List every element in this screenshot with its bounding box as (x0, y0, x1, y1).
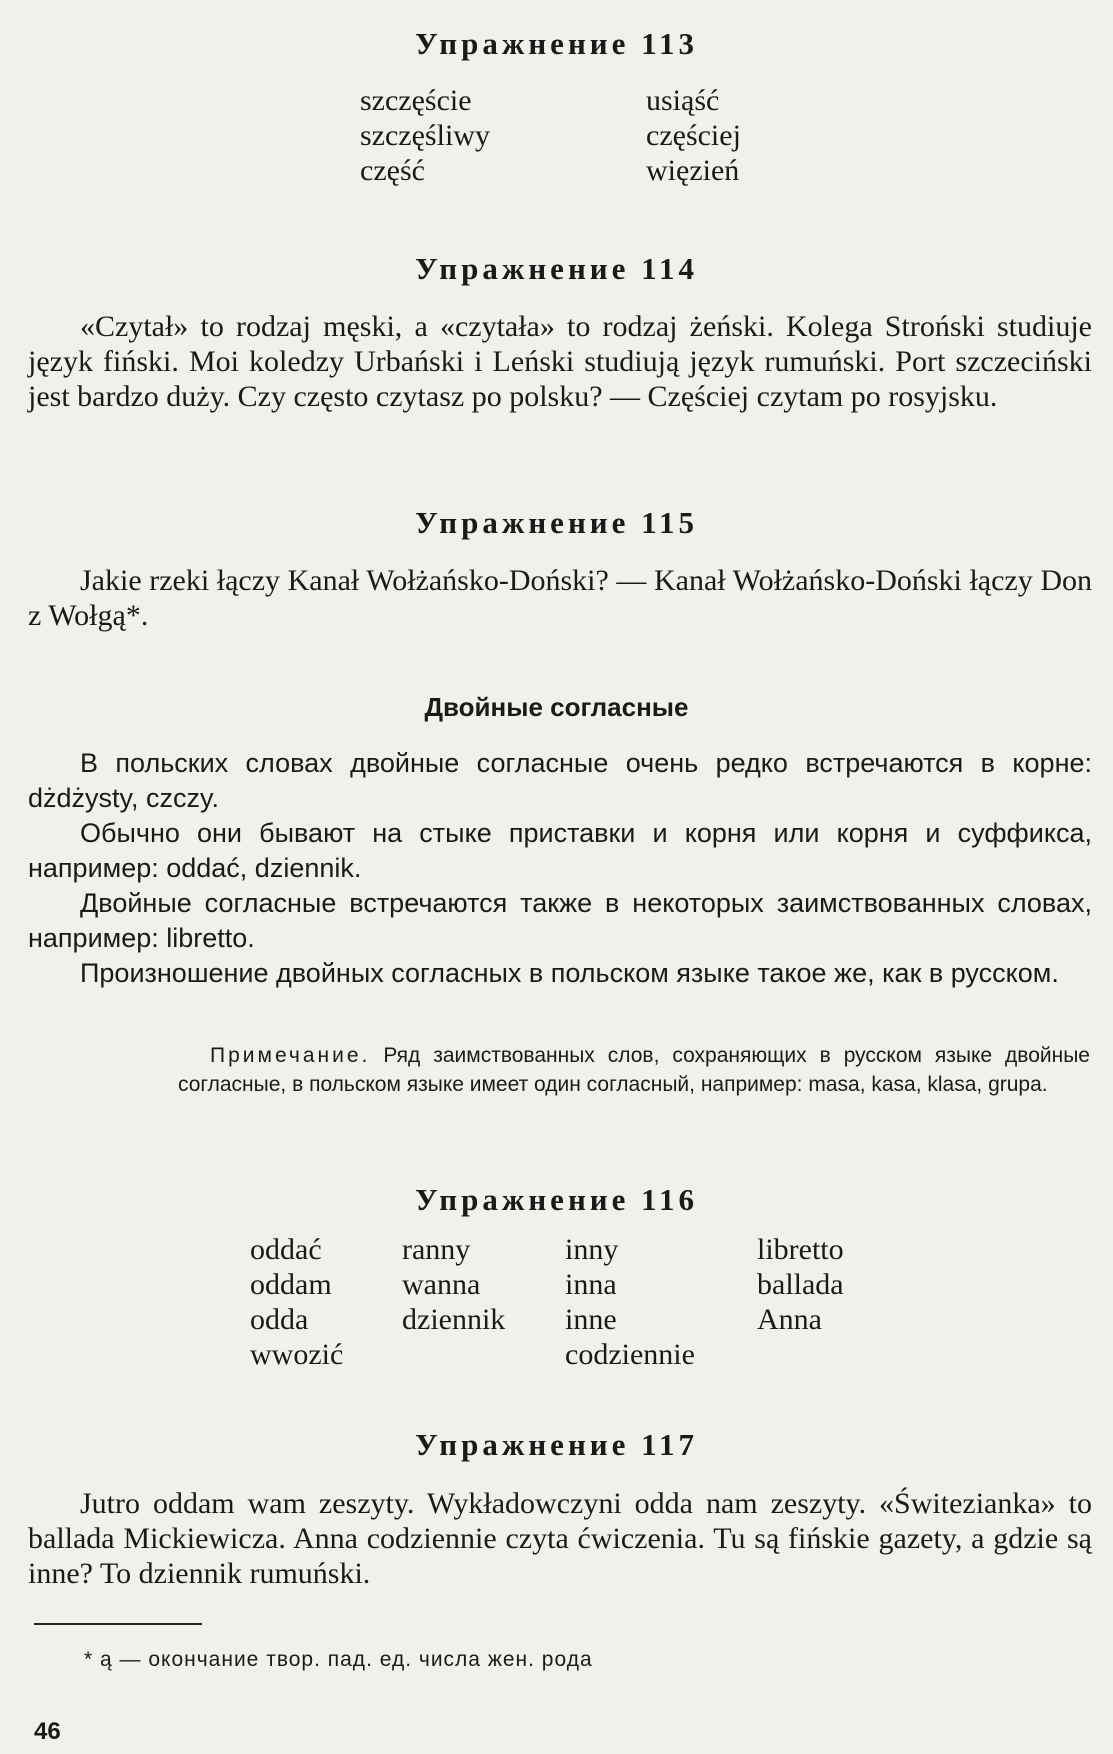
exercise-114-heading: Упражнение 114 (415, 251, 698, 286)
word: oddam (250, 1268, 332, 1301)
word: ranny (402, 1233, 471, 1266)
exercise-117-text: Jutro oddam wam zeszyty. Wykładowczyni odda nam zeszyty. «Świtezianka» to ballada Mickiewicza. Anna codziennie czyta ćwiczenia. Tu są fińskie gazety, a gdzie są inne? To dziennik rumuński. (28, 1487, 1092, 1590)
word: inne (565, 1303, 617, 1336)
word: częściej (646, 119, 741, 152)
word: usiąść (646, 84, 720, 117)
word: wwozić (250, 1338, 344, 1371)
note (178, 1041, 1090, 1099)
word: libretto (757, 1233, 844, 1266)
exercise-117-heading: Упражнение 117 (415, 1427, 698, 1462)
note-label: Примечание. (210, 1044, 371, 1067)
exercise-116-column-2 (402, 1232, 505, 1337)
exercise-116-heading: Упражнение 116 (415, 1182, 698, 1217)
rule-paragraph-4: Произношение двойных согласных в польском языке такое же, как в русском. (80, 958, 1059, 988)
word: Anna (757, 1303, 822, 1336)
word: odda (250, 1303, 309, 1336)
exercise-113-column-1 (360, 83, 490, 188)
exercise-116-column-1 (250, 1232, 343, 1372)
footnote-divider (34, 1623, 202, 1625)
word: więzień (646, 154, 740, 187)
exercise-113-heading: Упражнение 113 (415, 26, 698, 61)
footnote: * ą — окончание твор. пад. ед. числа жен. рода (84, 1648, 593, 1671)
word: szczęście (360, 84, 472, 117)
word: inna (565, 1268, 617, 1301)
word: część (360, 154, 425, 187)
word: ballada (757, 1268, 844, 1301)
exercise-113-column-2 (646, 83, 741, 188)
rule-paragraph-3: Двойные согласные встречаются также в некоторых заимствованных словах, например: libretto. (28, 888, 1092, 953)
word: dziennik (402, 1303, 506, 1336)
note-text: Ряд заимствованных слов, сохраняющих в русском языке двойные согласные, в польском языке имеет один согласный, например: masa, kasa, klasa, grupa. (178, 1044, 1090, 1096)
word: szczęśliwy (360, 119, 490, 152)
word: codziennie (565, 1338, 695, 1371)
rule-paragraph-2: Обычно они бывают на стыке приставки и корня или корня и суффикса, например: oddać, dziennik. (28, 818, 1092, 883)
exercise-116-column-3 (565, 1232, 695, 1372)
word: inny (565, 1233, 619, 1266)
exercise-115-heading: Упражнение 115 (415, 505, 698, 540)
word: wanna (402, 1268, 481, 1301)
word: oddać (250, 1233, 322, 1266)
exercise-116-column-4 (757, 1232, 844, 1337)
page-number: 46 (34, 1718, 61, 1745)
section-title: Двойные согласные (424, 692, 689, 722)
exercise-115-text: Jakie rzeki łączy Kanał Wołżańsko-Doński? — Kanał Wołżańsko-Doński łączy Don z Wołgą*. (28, 564, 1092, 632)
rule-paragraph-1: В польских словах двойные согласные очень редко встречаются в корне: dżdżysty, czczy. (28, 748, 1092, 813)
exercise-114-text: «Czytał» to rodzaj męski, a «czytała» to rodzaj żeński. Kolega Stroński studiuje język fiński. Moi koledzy Urbański i Leński studiują język rumuński. Port szczeciński jest bardzo duży. Czy często czytasz po polsku? — Częściej czytam po rosyjsku. (28, 310, 1092, 413)
